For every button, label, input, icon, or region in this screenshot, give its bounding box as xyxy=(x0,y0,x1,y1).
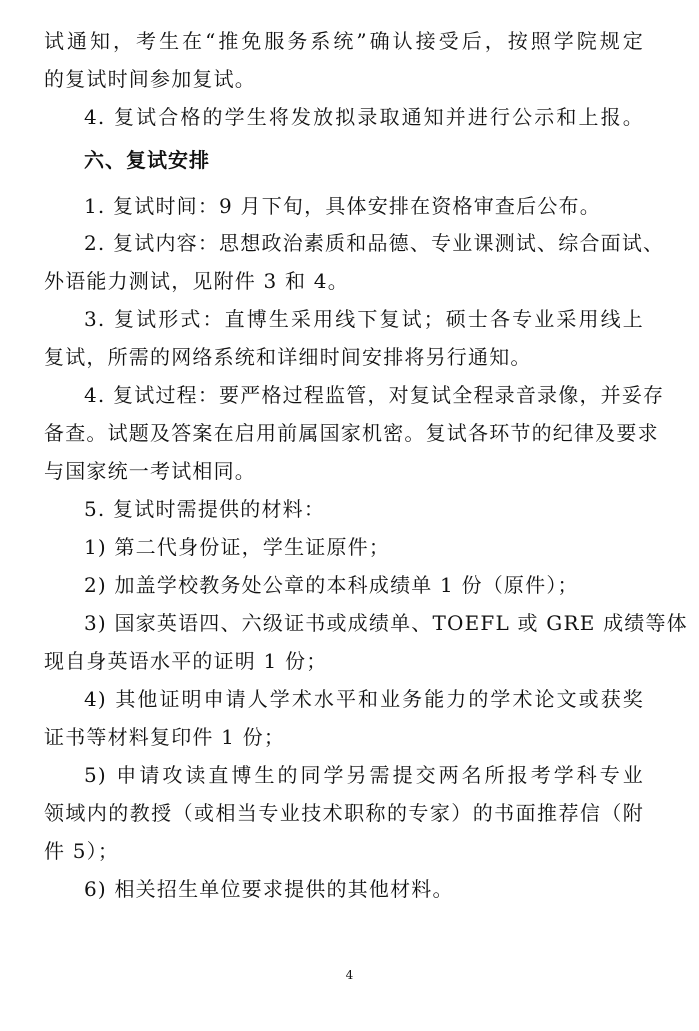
body-line: 2) 加盖学校教务处公章的本科成绩单 1 份（原件）； xyxy=(84,573,579,597)
body-line: 3. 复试形式：直博生采用线下复试；硕士各专业采用线上 xyxy=(84,307,644,331)
body-line: 5. 复试时需提供的材料： xyxy=(84,497,326,521)
body-line: 证书等材料复印件 1 份； xyxy=(44,725,286,749)
body-line: 复试，所需的网络系统和详细时间安排将另行通知。 xyxy=(44,345,532,369)
body-line: 外语能力测试，见附件 3 和 4。 xyxy=(44,269,349,293)
section-heading: 六、复试安排 xyxy=(84,148,210,172)
body-line: 4) 其他证明申请人学术水平和业务能力的学术论文或获奖 xyxy=(84,687,644,711)
body-line: 2. 复试内容：思想政治素质和品德、专业课测试、综合面试、 xyxy=(84,231,665,255)
body-line: 4. 复试合格的学生将发放拟录取通知并进行公示和上报。 xyxy=(84,105,644,129)
body-line: 1. 复试时间：9 月下旬，具体安排在资格审查后公布。 xyxy=(84,194,601,218)
body-line: 试通知，考生在“推免服务系统”确认接受后，按照学院规定 xyxy=(44,29,644,53)
body-line: 件 5）； xyxy=(44,839,120,863)
body-line: 5) 申请攻读直博生的同学另需提交两名所报考学科专业 xyxy=(84,763,644,787)
body-line: 现自身英语水平的证明 1 份； xyxy=(44,649,328,673)
body-line: 6) 相关招生单位要求提供的其他材料。 xyxy=(84,877,454,901)
body-line: 备查。试题及答案在启用前属国家机密。复试各环节的纪律及要求 xyxy=(44,421,659,445)
body-line: 与国家统一考试相同。 xyxy=(44,459,256,483)
body-line: 的复试时间参加复试。 xyxy=(44,67,256,91)
body-line: 4. 复试过程：要严格过程监管，对复试全程录音录像，并妥存 xyxy=(84,383,665,407)
body-line: 1) 第二代身份证，学生证原件； xyxy=(84,535,391,559)
body-line: 领域内的教授（或相当专业技术职称的专家）的书面推荐信（附 xyxy=(44,801,644,825)
body-line: 3) 国家英语四、六级证书或成绩单、TOEFL 或 GRE 成绩等体 xyxy=(84,611,688,635)
page-number: 4 xyxy=(345,968,354,982)
